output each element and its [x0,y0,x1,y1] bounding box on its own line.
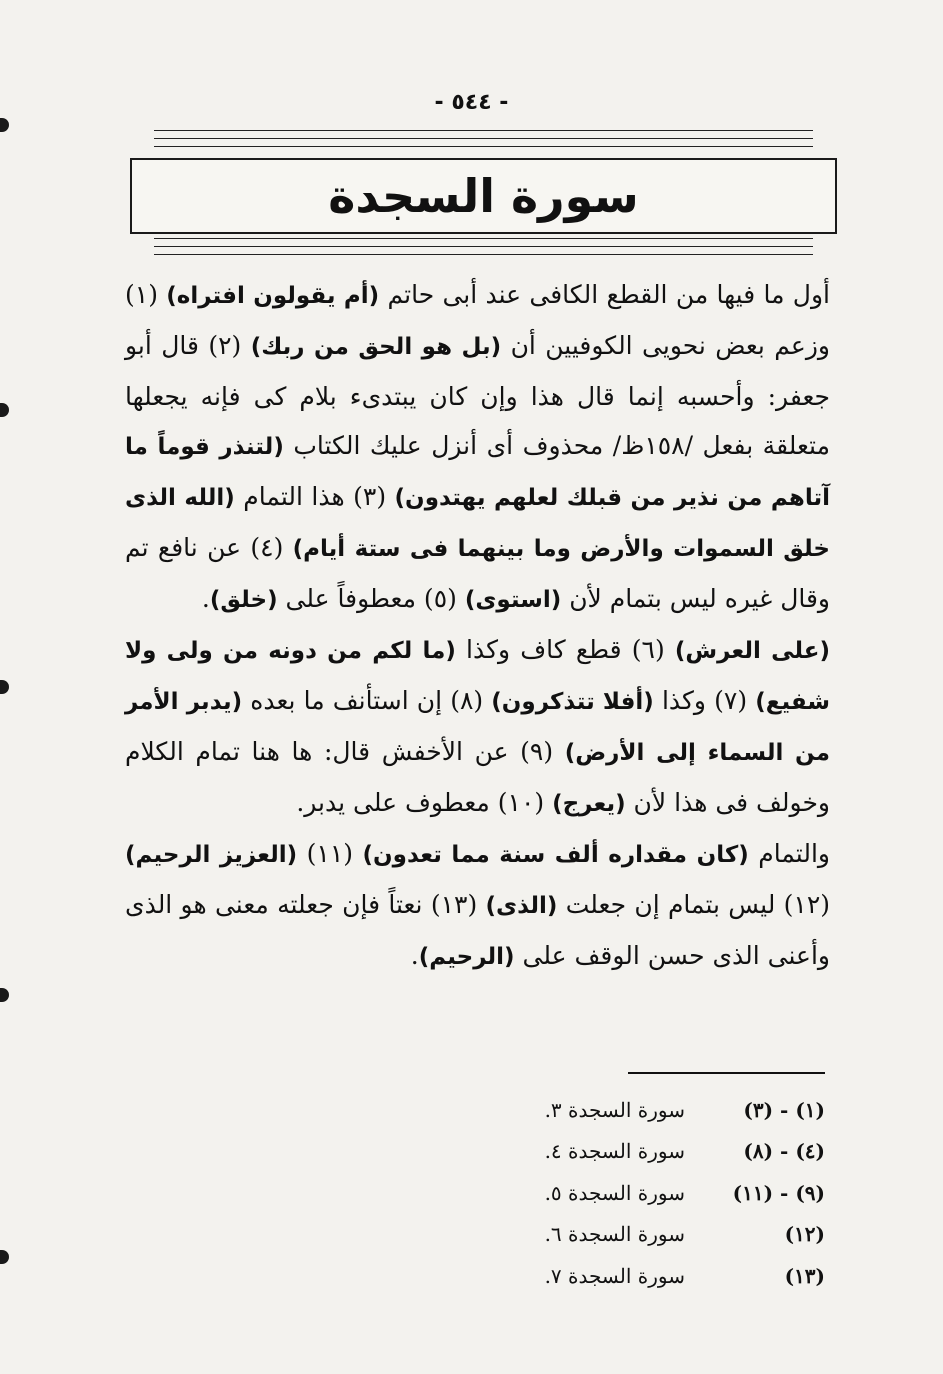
frame-line [154,254,813,255]
surah-title: سورة السجدة [328,169,639,223]
quran-quote: (أفلا تتذكرون) [491,689,654,715]
text-run: (١٢) ليس بتمام إن جعلت [557,890,831,919]
footnote-item [470,1172,825,1214]
quran-quote: (كان مقداره ألف سنة مما تعدون) [362,842,749,868]
text-run: (١) وزعم بعض نحويى الكوفيين أن [125,280,830,360]
quran-quote: (ما لكم من دونه من ولى ولا شفيع) [125,638,831,715]
quran-quote: (بل هو الحق من ربك) [250,334,502,360]
footnote-text: سورة السجدة ٧. [544,1263,685,1288]
quran-quote: (أم يقولون افتراه) [166,283,380,309]
footnote-item [470,1214,825,1256]
text-run: (٢) قال أبو جعفر: وأحسبه إنما قال هذا وإن كان يبتدىء بلام كى فإنه يجعلها متعلقة بفعل /١٥٨ظ/ محذوف أى أنزل عليك الكتاب [125,331,830,460]
footnote-item [470,1131,825,1173]
paragraph [125,625,830,829]
quran-quote: (الله الذى خلق السموات والأرض وما بينهما فى ستة أيام) [125,485,830,562]
quran-quote: (خلق) [209,587,278,613]
text-run: . [410,941,419,970]
text-run: (٩) عن الأخفش قال: ها هنا تمام الكلام وخولف فى هذا لأن [125,737,830,817]
text-run: والتمام [748,839,830,868]
text-run: . [201,584,210,613]
paragraph [125,270,830,625]
frame-line [154,138,813,139]
quran-quote: (الرحيم) [418,944,515,970]
frame-line [154,130,813,131]
quran-quote: (يدبر الأمر من السماء إلى الأرض) [125,689,830,766]
footnote-text: سورة السجدة ٥. [544,1180,685,1205]
text-run: (٦) قطع كاف وكذا [455,635,675,664]
footnote-item [470,1255,825,1297]
paragraph [125,829,830,982]
footnote-ref: (١٣) [784,1263,825,1288]
quran-quote: (الذى) [485,893,558,919]
frame-line [154,246,813,247]
text-run: (٤) عن نافع تم وقال غيره ليس بتمام لأن [125,533,830,613]
text-run: أول ما فيها من القطع الكافى عند أبى حاتم [379,280,830,309]
footnote-text: سورة السجدة ٤. [544,1139,685,1164]
quran-quote: (لتنذر قوماً ما آتاهم من نذير من قبلك لعلهم يهتدون) [125,434,831,511]
binding-mark [0,680,9,694]
footnote-text: سورة السجدة ٣. [544,1097,685,1122]
title-frame [130,130,837,255]
footnote-text: سورة السجدة ٦. [544,1222,685,1247]
binding-mark [0,1250,9,1264]
binding-mark [0,988,9,1002]
binding-mark [0,118,9,132]
footnote-ref: (٤) - (٨) [743,1139,825,1164]
quran-quote: (استوى) [464,587,562,613]
footnote-ref: (٩) - (١١) [732,1180,825,1205]
text-run: (٨) إن استأنف ما بعده [242,686,492,715]
quran-quote: (يعرج) [552,791,626,817]
frame-line [154,146,813,147]
binding-mark [0,403,9,417]
main-text [125,270,830,982]
text-run: (١٠) معطوف على يدبر. [296,788,553,817]
footnote-ref: (١) - (٣) [743,1097,825,1122]
quran-quote: (العزيز الرحيم) [125,842,298,868]
footnote-item [470,1089,825,1131]
frame-line [154,238,813,239]
title-box [130,158,837,234]
text-run: (١٣) نعتاً فإن جعلته معنى هو الذى وأعنى الذى حسن الوقف على [125,890,830,970]
quran-quote: (على العرش) [674,638,830,664]
footnote-divider [628,1072,825,1074]
footnotes [470,1089,825,1297]
text-run: (١١) [297,839,363,868]
footnote-ref: (١٢) [784,1222,825,1247]
page-number: - ٥٤٤ - [434,90,509,115]
text-run: (٧) وكذا [653,686,756,715]
text-run: (٥) معطوفاً على [277,584,465,613]
text-run: (٣) هذا التمام [234,482,395,511]
